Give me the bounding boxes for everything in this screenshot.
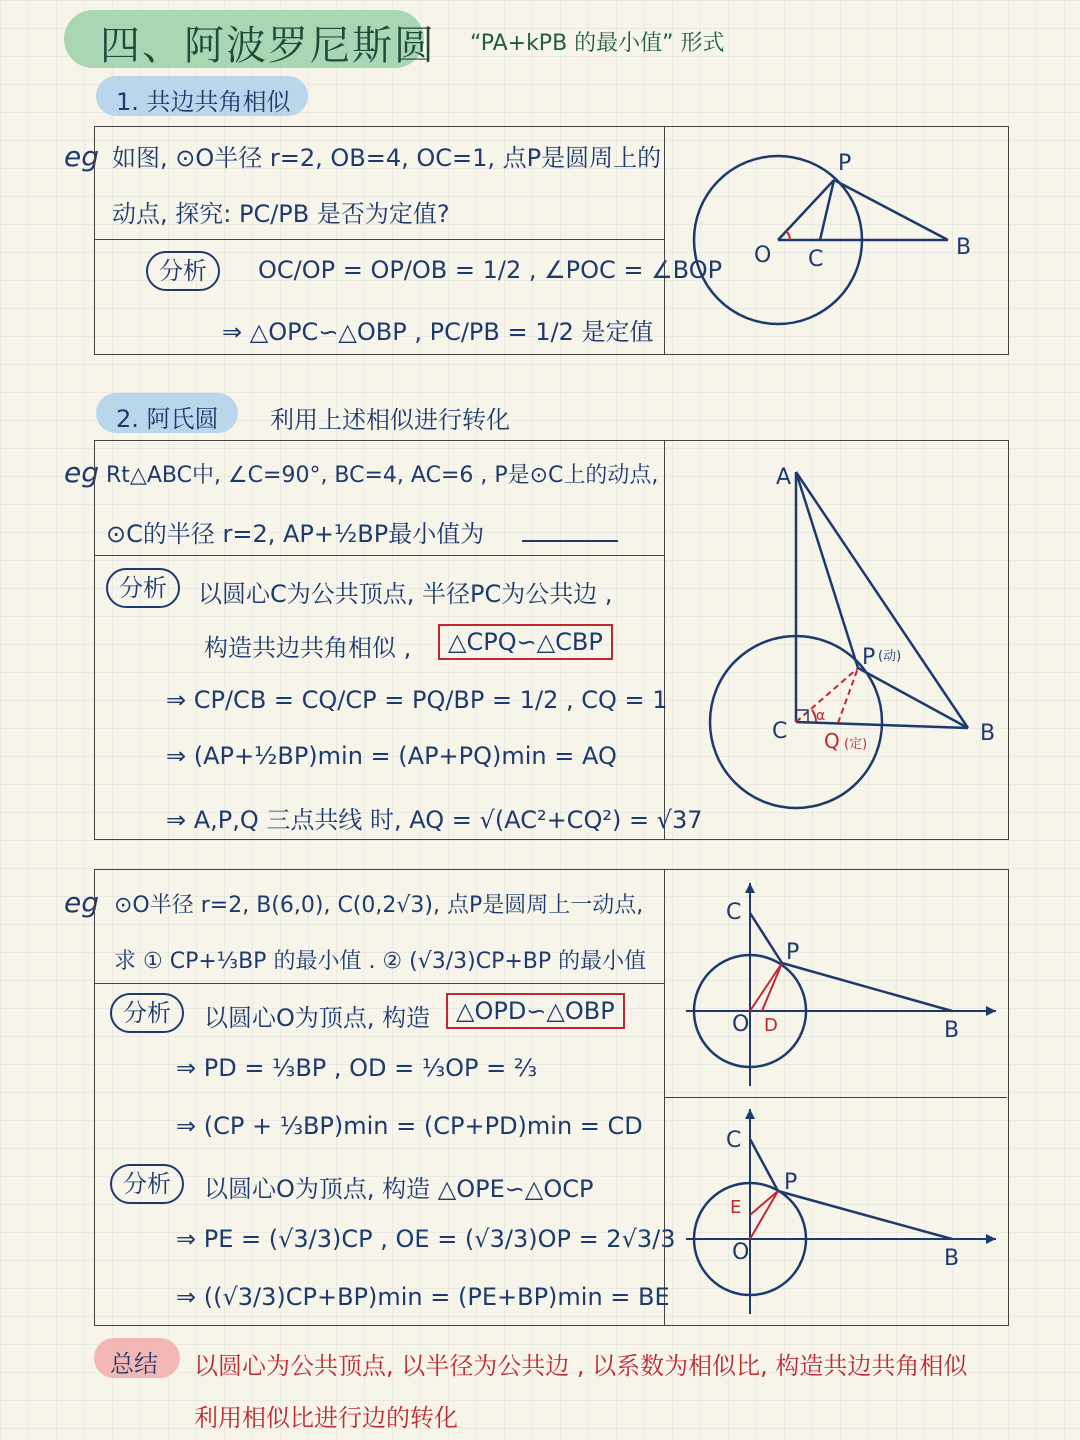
section2-desc: 利用上述相似进行转化	[270, 406, 510, 434]
section2-diagram	[666, 442, 1006, 837]
section2-label: 2. 阿氏圆	[116, 405, 219, 433]
section3-a1-step2: ⇒ (CP + ⅓BP)min = (CP+PD)min = CD	[176, 1112, 643, 1140]
label-c: C	[726, 1128, 742, 1153]
section2-eg: eg	[64, 456, 99, 489]
section1-analysis-line1: OC/OP = OP/OB = 1/2 , ∠POC = ∠BOP	[258, 256, 723, 284]
label-q: Q	[824, 729, 840, 753]
label-b: B	[956, 235, 972, 260]
label-p-note: (动)	[878, 649, 902, 664]
section3-a1-box: △OPD∽△OBP	[446, 993, 625, 1029]
section3-analysis1-label: 分析	[110, 993, 184, 1033]
section3-a1-pre: 以圆心O为顶点, 构造	[204, 1004, 431, 1032]
section3-hdivider	[94, 983, 665, 984]
label-e: E	[730, 1197, 742, 1218]
page-subtitle: “PA+kPB 的最小值” 形式	[470, 31, 725, 56]
section3-diagram2	[666, 1099, 1006, 1323]
section1-eg: eg	[64, 140, 99, 173]
section3-diagram1	[666, 871, 1006, 1096]
section3-problem-line1: ⊙O半径 r=2, B(6,0), C(0,2√3), 点P是圆周上一动点,	[114, 893, 644, 918]
section3-a2-step2: ⇒ ((√3/3)CP+BP)min = (PE+BP)min = BE	[176, 1283, 670, 1311]
section3-eg: eg	[64, 886, 99, 919]
section2-analysis-line2: 构造共边共角相似 ,	[204, 634, 412, 662]
label-q-note: (定)	[844, 737, 868, 752]
label-b: B	[944, 1018, 960, 1043]
page-title: 四、阿波罗尼斯圆	[100, 23, 436, 69]
section2-analysis-label: 分析	[106, 568, 180, 608]
section2-analysis-line1: 以圆心C为公共顶点, 半径PC为公共边 ,	[198, 580, 613, 608]
label-alpha: α	[816, 708, 826, 724]
label-p: P	[838, 151, 852, 176]
section2-hdivider	[94, 555, 665, 556]
section2-problem-line1: Rt△ABC中, ∠C=90°, BC=4, AC=6 , P是⊙C上的动点,	[106, 463, 659, 488]
section3-analysis2-label: 分析	[110, 1164, 184, 1204]
section2-problem-line2: ⊙C的半径 r=2, AP+½BP最小值为	[106, 520, 485, 548]
summary-line1: 以圆心为公共顶点, 以半径为公共边 , 以系数为相似比, 构造共边共角相似	[194, 1352, 968, 1380]
section3-a1-step1: ⇒ PD = ⅓BP , OD = ⅓OP = ⅔	[176, 1054, 538, 1082]
label-c: C	[772, 719, 788, 744]
section3-problem-line2: 求 ① CP+⅓BP 的最小值 . ② (√3/3)CP+BP 的最小值	[114, 949, 647, 974]
section1-label: 1. 共边共角相似	[116, 88, 291, 116]
label-d: D	[764, 1015, 778, 1036]
label-a: A	[776, 465, 792, 490]
label-o: O	[732, 1012, 750, 1037]
label-b: B	[944, 1246, 960, 1271]
label-p: P	[862, 645, 876, 670]
summary-label: 总结	[110, 1350, 158, 1378]
section3-a2-line: 以圆心O为顶点, 构造 △OPE∽△OCP	[204, 1175, 594, 1203]
section2-step3: ⇒ A,P,Q 三点共线 时, AQ = √(AC²+CQ²) = √37	[166, 806, 703, 834]
section1-problem-line2: 动点, 探究: PC/PB 是否为定值?	[112, 200, 450, 228]
section1-hdivider	[94, 239, 665, 240]
answer-blank	[522, 540, 618, 542]
label-c: C	[726, 900, 742, 925]
label-c: C	[808, 247, 824, 272]
label-o: O	[754, 243, 772, 268]
section3-a2-step1: ⇒ PE = (√3/3)CP , OE = (√3/3)OP = 2√3/3	[176, 1225, 676, 1253]
section2-step2: ⇒ (AP+½BP)min = (AP+PQ)min = AQ	[166, 742, 617, 770]
label-b: B	[980, 721, 996, 746]
section1-divider	[664, 126, 665, 354]
section1-analysis-label: 分析	[146, 251, 220, 291]
label-p: P	[786, 940, 800, 965]
summary-line2: 利用相似比进行边的转化	[194, 1404, 458, 1432]
label-o: O	[732, 1240, 750, 1265]
section3-diagram-divider	[665, 1097, 1007, 1098]
section2-similar-box: △CPQ∽△CBP	[438, 624, 613, 660]
section1-diagram	[666, 128, 1006, 352]
section2-divider	[664, 440, 665, 839]
section1-problem-line1: 如图, ⊙O半径 r=2, OB=4, OC=1, 点P是圆周上的	[112, 144, 662, 172]
section1-analysis-line2: ⇒ △OPC∽△OBP , PC/PB = 1/2 是定值	[222, 318, 654, 346]
section2-step1: ⇒ CP/CB = CQ/CP = PQ/BP = 1/2 , CQ = 1	[166, 686, 668, 714]
label-p: P	[784, 1170, 798, 1195]
